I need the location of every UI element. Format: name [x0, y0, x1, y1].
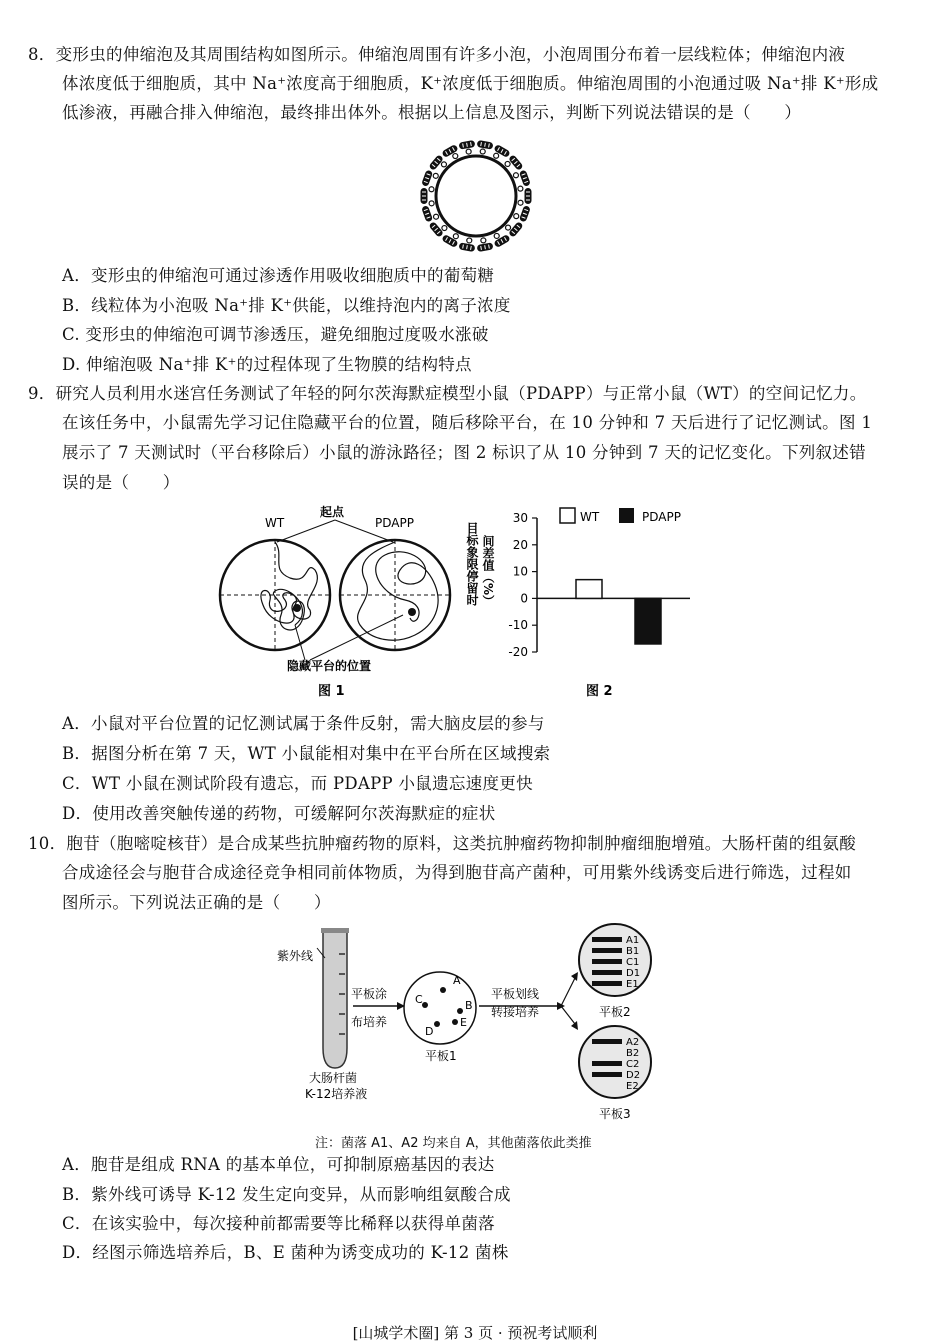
chart-y-tick-label: -10: [508, 618, 528, 633]
page-footer: [山城学术圈] 第 3 页 · 预祝考试顺利: [352, 1324, 598, 1342]
chart-y-tick-label: 0: [520, 591, 528, 606]
vesicle-icon: [481, 238, 486, 243]
q9-line-2: 在该任务中，小鼠需先学习记住隐藏平台的位置，随后移除平台，在 10 分钟和 7 天后进行了记忆测试。图 1: [62, 413, 873, 432]
arrow1-label-2: 布培养: [351, 1015, 388, 1029]
q9-line-1: 9．研究人员利用水迷宫任务测试了年轻的阿尔茨海默症模型小鼠（PDAPP）与正常小鼠（WT）的空间记忆力。: [28, 384, 867, 403]
streak-c2: [592, 1061, 622, 1066]
colony-label-a: A: [453, 974, 461, 987]
vesicle-icon: [505, 161, 510, 166]
tube-label-1: 大肠杆菌: [309, 1071, 358, 1085]
q8-option-d: D. 伸缩泡吸 Na⁺排 K⁺的过程体现了生物膜的结构特点: [62, 355, 472, 374]
q9-option-a: A．小鼠对平台位置的记忆测试属于条件反射，需大脑皮层的参与: [62, 714, 545, 733]
water-maze-figure: [215, 500, 455, 705]
vesicle-icon: [518, 200, 523, 205]
q10-figure-note: 注：菌落 A1、A2 均来自 A，其他菌落依此类推: [315, 1136, 592, 1151]
mitochondrion-icon: [477, 140, 494, 150]
streak-label-c2: C2: [626, 1059, 640, 1070]
vesicle-icon: [480, 149, 485, 154]
fig1-pdapp-label: PDAPP: [375, 516, 414, 530]
streak-label-d1: D1: [626, 968, 641, 979]
memory-bar-chart: [462, 500, 712, 705]
streak-d2: [592, 1072, 622, 1077]
q9-option-d: D．使用改善突触传递的药物，可缓解阿尔茨海默症的症状: [62, 804, 496, 823]
mitochondrion-icon: [525, 188, 532, 204]
streak-label-d2: D2: [626, 1070, 641, 1081]
mitochondrion-icon: [458, 140, 475, 150]
vesicle-icon: [429, 187, 434, 192]
mitochondrion-icon: [458, 242, 475, 252]
vesicle-icon: [506, 225, 511, 230]
q9-option-c: C．WT 小鼠在测试阶段有遗忘，而 PDAPP 小鼠遗忘速度更快: [62, 774, 533, 793]
chart-bar-pdapp: [635, 598, 661, 644]
fig1-wt-label: WT: [265, 516, 285, 530]
vesicle-icon: [441, 162, 446, 167]
chart-bar-wt: [576, 580, 602, 599]
arrow2-label-2: 转接培养: [491, 1005, 540, 1019]
streak-label-a1: A1: [626, 935, 640, 946]
vesicle-icon: [494, 153, 499, 158]
q8-line-2: 体浓度低于细胞质，其中 Na⁺浓度高于细胞质，K⁺浓度低于细胞质。伸缩泡周围的小泡通过吸 Na⁺排 K⁺形成: [62, 74, 879, 93]
streak-a2: [592, 1039, 622, 1044]
q9-line-3: 展示了 7 天测试时（平台移除后）小鼠的游泳路径；图 2 标识了从 10 分钟到 7 天的记忆变化。下列叙述错: [62, 443, 866, 462]
fig1-start-label: 起点: [320, 505, 345, 519]
vesicle-icon: [434, 214, 439, 219]
q8-option-a: A．变形虫的伸缩泡可通过渗透作用吸收细胞质中的葡萄糖: [62, 266, 495, 285]
q10-option-c: C．在该实验中，每次接种前都需要等比稀释以获得单菌落: [62, 1214, 495, 1233]
fig1-caption: 图 1: [318, 684, 345, 699]
q10-option-a: A．胞苷是组成 RNA 的基本单位，可抑制原癌基因的表达: [62, 1155, 495, 1174]
uv-label: 紫外线: [277, 949, 314, 963]
plate2-label: 平板2: [599, 1005, 631, 1019]
streak-label-b1: B1: [626, 946, 640, 957]
chart-ylabel-1: 目标象限停留时: [465, 522, 479, 606]
chart-y-tick-label: 30: [512, 511, 528, 525]
legend-pdapp-label: PDAPP: [642, 510, 681, 524]
water-maze-diagram: [215, 500, 455, 705]
vesicle-icon: [433, 173, 438, 178]
colony-label-e: E: [460, 1016, 467, 1029]
fig2-caption: 图 2: [586, 684, 613, 699]
fig1-platform-label: 隐藏平台的位置: [287, 659, 372, 673]
q10-option-b: B．紫外线可诱导 K-12 发生定向变异，从而影响组氨酸合成: [62, 1185, 511, 1204]
mitochondrion-icon: [477, 242, 494, 252]
colony-c: [422, 1002, 428, 1008]
mitochondrion-icon: [421, 170, 433, 187]
chart-ylabel-2: 间差值（%）: [481, 535, 495, 608]
colony-b: [457, 1008, 463, 1014]
q9-option-b: B．据图分析在第 7 天，WT 小鼠能相对集中在平台所在区域搜索: [62, 744, 551, 763]
vesicle-icon: [513, 173, 518, 178]
vesicle-icon: [453, 154, 458, 159]
streak-d1: [592, 970, 622, 975]
q8-line-3: 低渗液，再融合排入伸缩泡，最终排出体外。根据以上信息及图示，判断下列说法错误的是（ ）: [62, 103, 802, 122]
plate3-label: 平板3: [599, 1107, 631, 1121]
vesicle-icon: [518, 186, 523, 191]
chart-y-tick-label: -20: [508, 645, 528, 659]
mutagenesis-diagram: [265, 918, 685, 1128]
mitochondrion-icon: [519, 205, 531, 222]
mitochondrion-icon: [421, 188, 428, 204]
chart-y-tick-label: 10: [512, 564, 528, 579]
colony-d: [434, 1021, 440, 1027]
vesicle-icon: [442, 226, 447, 231]
tube-label-2: K-12培养液: [305, 1087, 368, 1101]
vesicle-icon: [453, 234, 458, 239]
q10-line-3: 图所示。下列说法正确的是（ ）: [62, 893, 331, 912]
streak-label-c1: C1: [626, 957, 640, 968]
colony-label-d: D: [425, 1025, 434, 1038]
colony-e: [452, 1019, 458, 1025]
streak-label-b2: B2: [626, 1048, 640, 1059]
q8-option-b: B．线粒体为小泡吸 Na⁺排 K⁺供能，以维持泡内的离子浓度: [62, 296, 511, 315]
colony-label-c: C: [415, 993, 423, 1006]
mitochondrion-icon: [421, 205, 433, 222]
contractile-vacuole-diagram: [416, 138, 536, 254]
vesicle-icon: [429, 201, 434, 206]
legend-pdapp-swatch: [619, 508, 634, 523]
q8-option-c: C. 变形虫的伸缩泡可调节渗透压，避免细胞过度吸水涨破: [62, 325, 489, 344]
vesicle-icon: [467, 238, 472, 243]
streak-label-a2: A2: [626, 1037, 640, 1048]
streak-a1: [592, 937, 622, 942]
plate1-label: 平板1: [425, 1049, 457, 1063]
mutagenesis-figure: [265, 918, 685, 1128]
mitochondrion-icon: [519, 170, 531, 187]
legend-wt-swatch: [560, 508, 575, 523]
colony-label-b: B: [465, 999, 473, 1012]
colony-a: [440, 987, 446, 993]
q10-option-d: D．经图示筛选培养后，B、E 菌种为诱变成功的 K-12 菌株: [62, 1243, 509, 1262]
q8-line-1: 8．变形虫的伸缩泡及其周围结构如图所示。伸缩泡周围有许多小泡，小泡周围分布着一层线粒体；伸缩泡内液: [28, 45, 846, 64]
legend-wt-label: WT: [580, 510, 600, 524]
bar-chart-svg: [462, 500, 712, 705]
contractile-vacuole-figure: [416, 138, 536, 254]
chart-bars: [576, 580, 661, 644]
streak-label-e1: E1: [626, 979, 639, 990]
vesicle-icon: [494, 233, 499, 238]
arrow1-label-1: 平板涂: [351, 987, 388, 1001]
chart-y-tick-label: 20: [512, 537, 528, 552]
streak-e1: [592, 981, 622, 986]
vesicle-icon: [466, 149, 471, 154]
streak-label-e2: E2: [626, 1081, 639, 1092]
q10-line-1: 10．胞苷（胞嘧啶核苷）是合成某些抗肿瘤药物的原料，这类抗肿瘤药物抑制肿瘤细胞增殖。大肠杆菌的组氨酸: [28, 834, 856, 853]
vesicle-icon: [514, 214, 519, 219]
streak-b1: [592, 948, 622, 953]
q9-line-4: 误的是（ ）: [62, 473, 180, 492]
q10-line-2: 合成途径会与胞苷合成途径竞争相同前体物质，为得到胞苷高产菌种，可用紫外线诱变后进行筛选，过程如: [62, 863, 852, 882]
streak-c1: [592, 959, 622, 964]
arrow2-label-1: 平板划线: [491, 987, 540, 1001]
